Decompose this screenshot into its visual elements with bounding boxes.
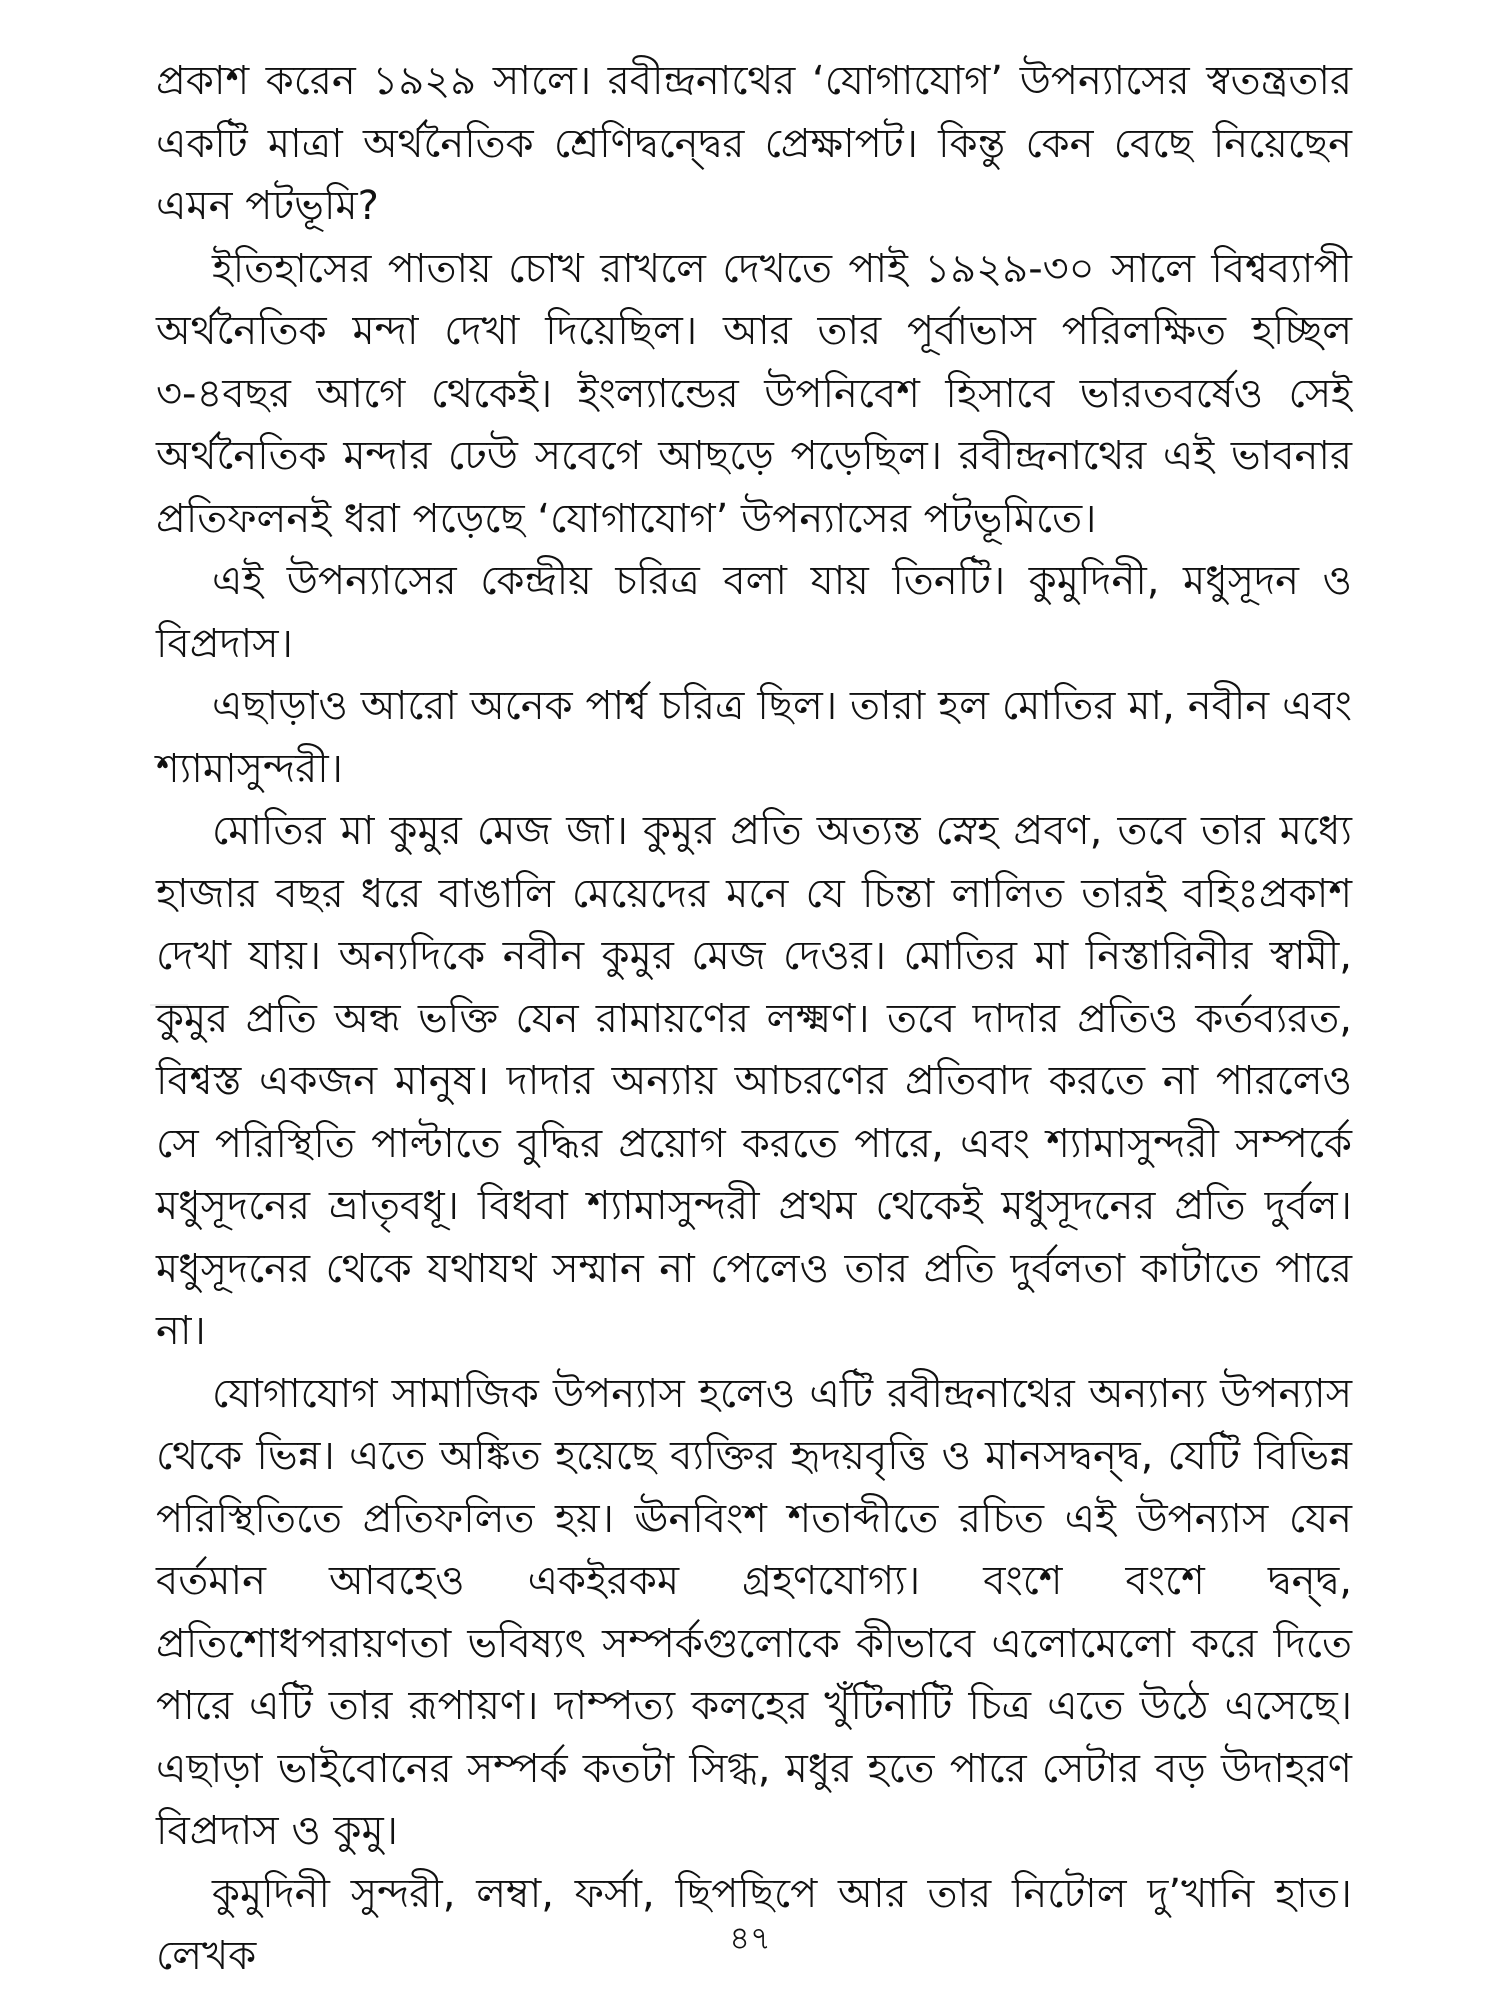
page-number: ৪৭: [729, 1919, 771, 1957]
paragraph-4: এছাড়াও আরো অনেক পার্শ্ব চরিত্র ছিল। তারা হল মোতির মা, নবীন এবং শ্যামাসুন্দরী।: [156, 683, 1352, 792]
paragraph-6: যোগাযোগ সামাজিক উপন্যাস হলেও এটি রবীন্দ্রনাথের অন্যান্য উপন্যাস থেকে ভিন্ন। এতে অঙ্কিত হয়েছে ব্যক্তির হৃদয়বৃত্তি ও মানসদ্বন্দ্ব, যেটি বিভিন্ন পরিস্থিতিতে প্রতিফলিত হয়। ঊনবিংশ শতাব্দীতে রচিত এই উপন্যাস যেন বর্তমান আবহেও একইরকম গ্রহণযোগ্য। বংশে বংশে দ্বন্দ্ব, প্রতিশোধপরায়ণতা ভবিষ্যৎ সম্পর্কগুলোকে কীভাবে এলোমেলো করে দিতে পারে এটি তার রূপায়ণ। দাম্পত্য কলহের খুঁটিনাটি চিত্র এতে উঠে এসেছে। এছাড়া ভাইবোনের সম্পর্ক কতটা সিগ্ধ, মধুর হতে পারে সেটার বড় উদাহরণ বিপ্রদাস ও কুমু।: [156, 1370, 1352, 1854]
paragraph-7: কুমুদিনী সুন্দরী, লম্বা, ফর্সা, ছিপছিপে আর তার নিটোল দু’খানি হাত। লেখক: [156, 1870, 1352, 1979]
paragraph-3: এই উপন্যাসের কেন্দ্রীয় চরিত্র বলা যায় তিনটি। কুমুদিনী, মধুসূদন ও বিপ্রদাস।: [156, 558, 1352, 667]
paragraph-1: প্রকাশ করেন ১৯২৯ সালে। রবীন্দ্রনাথের ‘যোগাযোগ’ উপন্যাসের স্বতন্ত্রতার একটি মাত্রা অর্থনৈতিক শ্রেণিদ্বন্দ্বের প্রেক্ষাপট। কিন্তু কেন বেছে নিয়েছেন এমন পটভূমি?: [156, 58, 1352, 229]
paragraph-5: মোতির মা কুমুর মেজ জা। কুমুর প্রতি অত্যন্ত স্নেহ প্রবণ, তবে তার মধ্যে হাজার বছর ধরে বাঙালি মেয়েদের মনে যে চিন্তা লালিত তারই বহিঃপ্রকাশ দেখা যায়। অন্যদিকে নবীন কুমুর মেজ দেওর। মোতির মা নিস্তারিনীর স্বামী, কুমুর প্রতি অন্ধ ভক্তি যেন রামায়ণের লক্ষ্মণ। তবে দাদার প্রতিও কর্তব্যরত, বিশ্বস্ত একজন মানুষ। দাদার অন্যায় আচরণের প্রতিবাদ করতে না পারলেও সে পরিস্থিতি পাল্টাতে বুদ্ধির প্রয়োগ করতে পারে, এবং শ্যামাসুন্দরী সম্পর্কে মধুসূদনের ভ্রাতৃবধূ। বিধবা শ্যামাসুন্দরী প্রথম থেকেই মধুসূদনের প্রতি দুর্বল। মধুসূদনের থেকে যথাযথ সম্মান না পেলেও তার প্রতি দুর্বলতা কাটাতে পারে না।: [156, 808, 1352, 1354]
paragraph-2: ইতিহাসের পাতায় চোখ রাখলে দেখতে পাই ১৯২৯-৩০ সালে বিশ্বব্যাপী অর্থনৈতিক মন্দা দেখা দিয়েছিল। আর তার পূর্বাভাস পরিলক্ষিত হচ্ছিল ৩-৪বছর আগে থেকেই। ইংল্যান্ডের উপনিবেশ হিসাবে ভারতবর্ষেও সেই অর্থনৈতিক মন্দার ঢেউ সবেগে আছড়ে পড়েছিল। রবীন্দ্রনাথের এই ভাবনার প্রতিফলনই ধরা পড়েছে ‘যোগাযোগ’ উপন্যাসের পটভূমিতে।: [156, 245, 1352, 542]
body-text: [156, 50, 1352, 1988]
